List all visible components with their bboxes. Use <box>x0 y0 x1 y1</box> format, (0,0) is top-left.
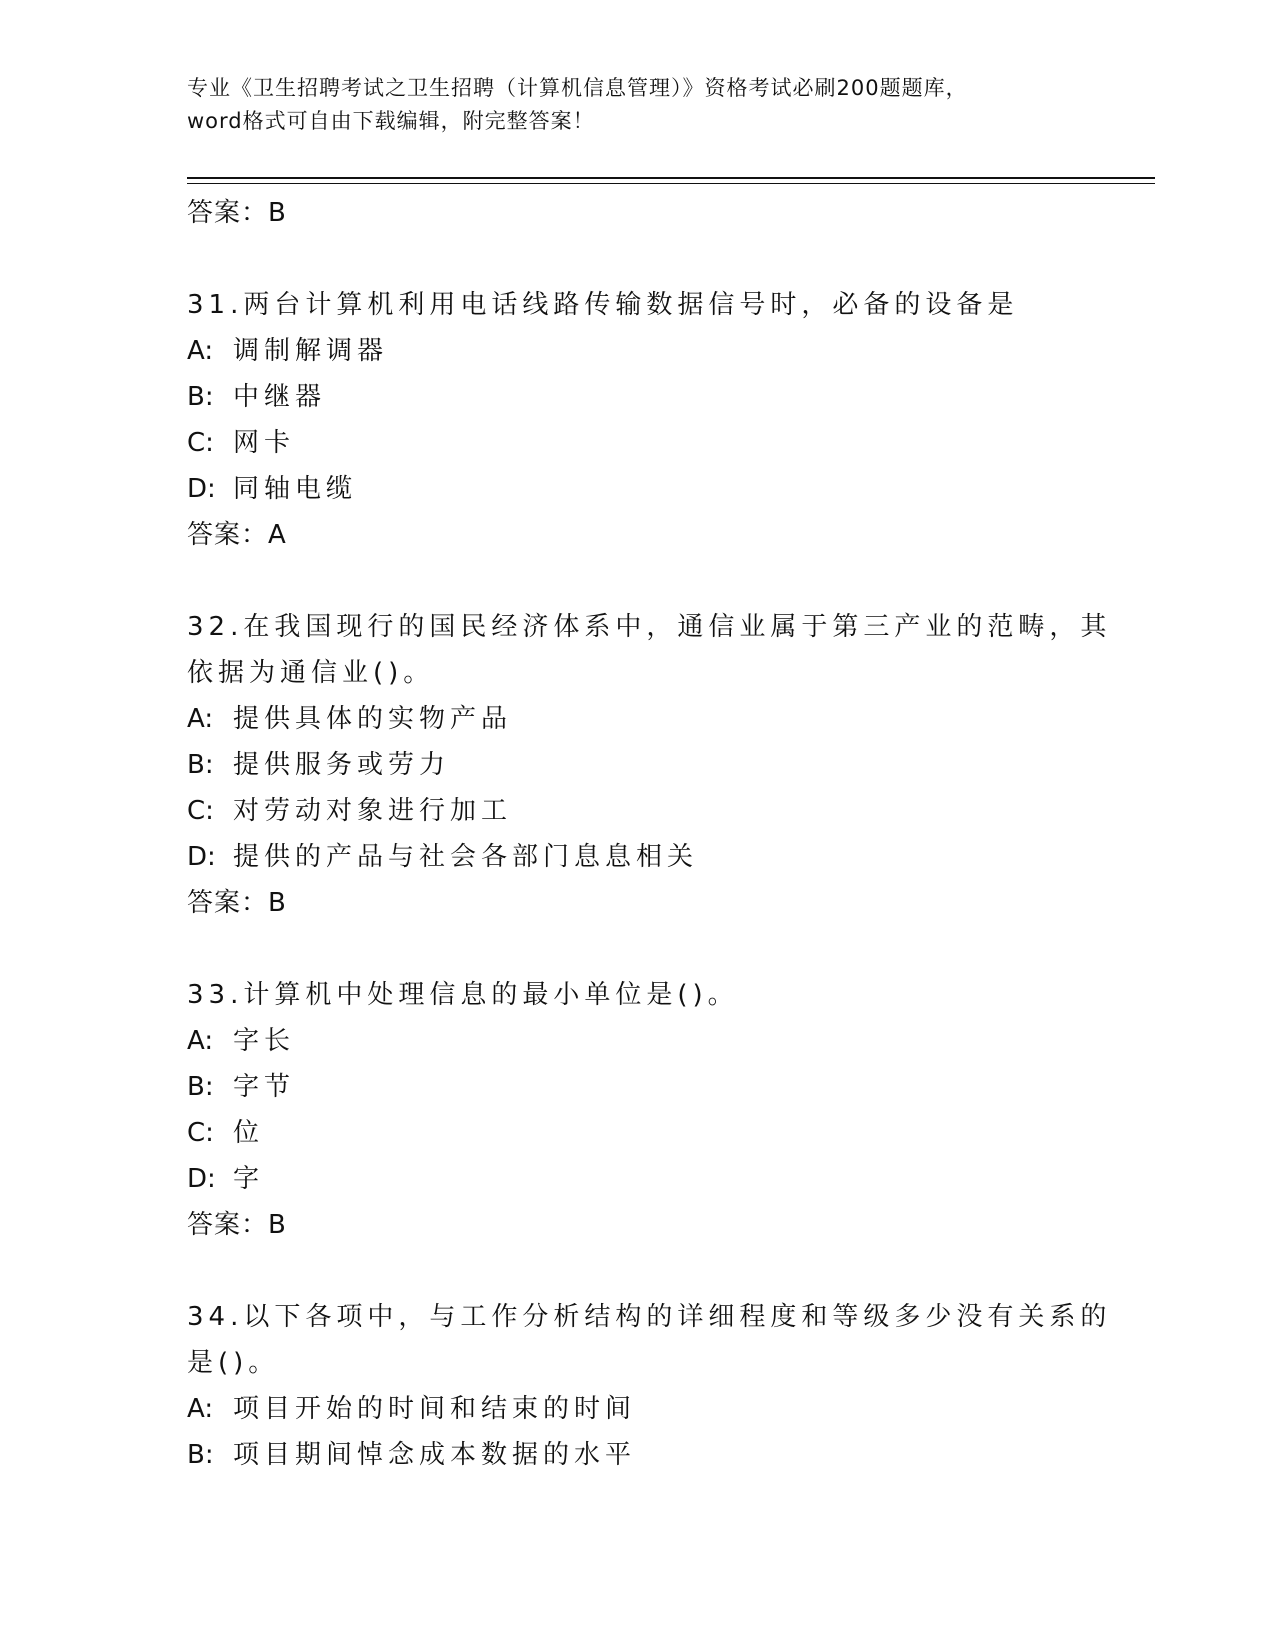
question-list <box>187 190 1117 1478</box>
option-b <box>187 1432 1117 1478</box>
option-letter: D: <box>187 1164 216 1194</box>
option-d <box>187 466 1117 512</box>
option-text: 提供的产品与社会各部门息息相关 <box>233 842 699 872</box>
option-letter: A: <box>187 1394 214 1424</box>
option-text: 中继器 <box>233 382 327 412</box>
option-letter: B: <box>187 1440 214 1470</box>
question-stem: 32.在我国现行的国民经济体系中，通信业属于第三产业的范畴，其依据为通信业()。 <box>187 612 1112 688</box>
option-a <box>187 1018 1117 1064</box>
header-line-1: 专业《卫生招聘考试之卫生招聘（计算机信息管理）》资格考试必刷200题题库， <box>187 76 968 100</box>
option-text: 字节 <box>233 1072 296 1102</box>
header-rule-thick <box>187 177 1155 179</box>
option-text: 同轴电缆 <box>233 474 358 504</box>
option-d <box>187 1156 1117 1202</box>
question-stem: 31.两台计算机利用电话线路传输数据信号时，必备的设备是 <box>187 290 1019 320</box>
option-b <box>187 374 1117 420</box>
header-rule-thin <box>187 183 1155 184</box>
option-text: 字 <box>233 1164 265 1194</box>
option-c <box>187 420 1117 466</box>
option-text: 项目期间悼念成本数据的水平 <box>233 1440 637 1470</box>
option-d <box>187 834 1117 880</box>
option-text: 位 <box>233 1118 265 1148</box>
option-letter: D: <box>187 842 216 872</box>
option-b <box>187 1064 1117 1110</box>
header-line-2: word格式可自由下载编辑，附完整答案！ <box>187 109 595 133</box>
option-text: 调制解调器 <box>233 336 389 366</box>
option-letter: C: <box>187 1118 214 1148</box>
document-header <box>187 72 1087 138</box>
option-text: 对劳动对象进行加工 <box>233 796 513 826</box>
question-31 <box>187 282 1117 558</box>
option-a <box>187 328 1117 374</box>
option-letter: B: <box>187 750 214 780</box>
previous-answer: 答案：B <box>187 198 287 228</box>
question-stem: 33.计算机中处理信息的最小单位是()。 <box>187 980 739 1010</box>
option-letter: A: <box>187 704 214 734</box>
option-text: 字长 <box>233 1026 296 1056</box>
option-b <box>187 742 1117 788</box>
option-c <box>187 788 1117 834</box>
option-a <box>187 1386 1117 1432</box>
option-letter: A: <box>187 1026 214 1056</box>
option-letter: A: <box>187 336 214 366</box>
option-letter: B: <box>187 1072 214 1102</box>
option-a <box>187 696 1117 742</box>
option-text: 网卡 <box>233 428 296 458</box>
answer: 答案：B <box>187 888 287 918</box>
option-text: 提供具体的实物产品 <box>233 704 513 734</box>
option-c <box>187 1110 1117 1156</box>
option-letter: D: <box>187 474 216 504</box>
question-34 <box>187 1294 1117 1478</box>
answer: 答案：B <box>187 1210 287 1240</box>
option-text: 提供服务或劳力 <box>233 750 451 780</box>
question-32 <box>187 604 1117 926</box>
question-stem: 34.以下各项中，与工作分析结构的详细程度和等级多少没有关系的是()。 <box>187 1302 1112 1378</box>
option-text: 项目开始的时间和结束的时间 <box>233 1394 637 1424</box>
option-letter: C: <box>187 796 214 826</box>
answer: 答案：A <box>187 520 287 550</box>
question-33 <box>187 972 1117 1248</box>
option-letter: C: <box>187 428 214 458</box>
option-letter: B: <box>187 382 214 412</box>
